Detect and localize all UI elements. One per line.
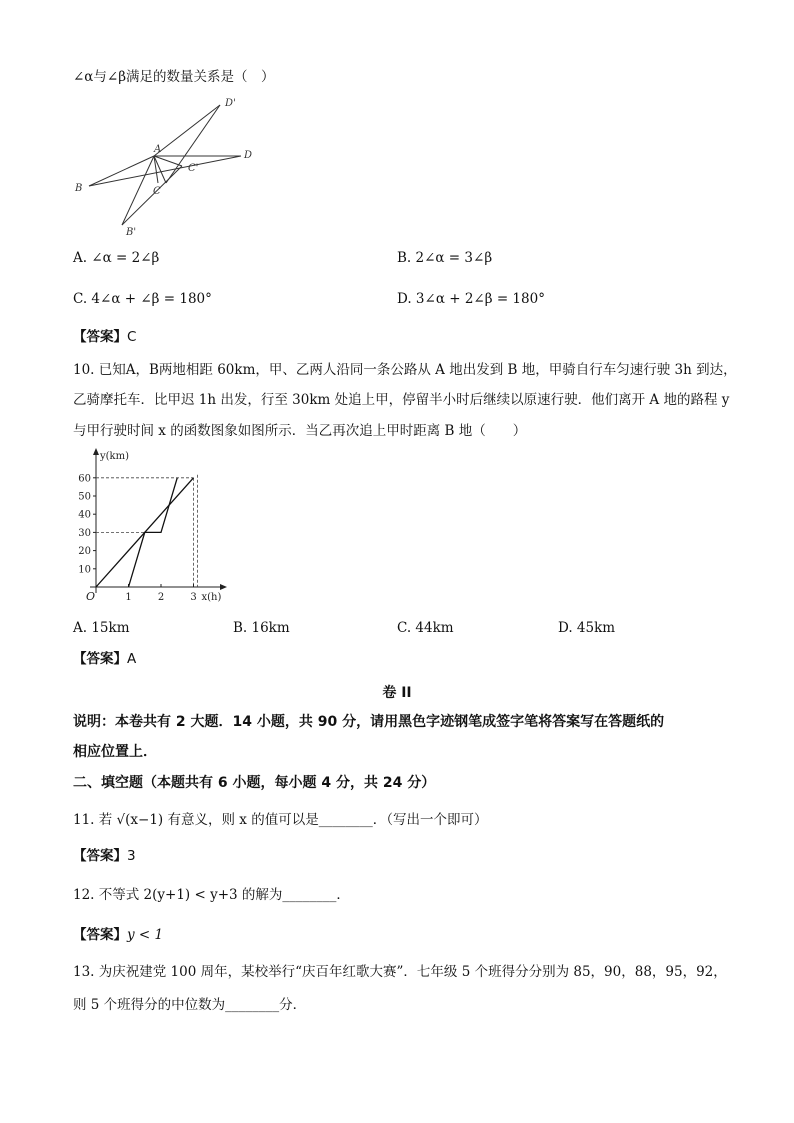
y-axis-arrow xyxy=(93,448,99,455)
q9-option-b: B. 2∠α = 3∠β xyxy=(397,250,493,266)
q12-text: 12. 不等式 2(y+1) < y+3 的解为________． xyxy=(73,887,350,903)
q11-answer xyxy=(73,846,136,866)
answer-value: y < 1 xyxy=(127,927,164,943)
section-note-1: 说明：本卷共有 2 大题．14 小题，共 90 分，请用黑色字迹钢笔成签字笔将答案写在答题纸的 xyxy=(73,714,665,730)
section-note-2: 相应位置上． xyxy=(73,744,157,760)
x-tick-label: 1 xyxy=(125,592,132,603)
section-title: 卷 II xyxy=(382,685,412,701)
answer-tag: 【答案】 xyxy=(73,927,127,943)
y-tick-label: 20 xyxy=(78,546,91,558)
q12-answer xyxy=(73,925,163,945)
q9-option-d: D. 3∠α + 2∠β = 180° xyxy=(397,291,545,307)
q9-answer xyxy=(73,327,136,347)
y-tick-label: 30 xyxy=(78,527,91,539)
q10-line-3: 与甲行驶时间 x 的函数图象如图所示．当乙再次追上甲时距离 B 地（ ） xyxy=(73,423,527,439)
y-tick-label: 10 xyxy=(78,564,91,576)
q10-line-2: 乙骑摩托车．比甲迟 1h 出发，行至 30km 处追上甲，停留半小时后继续以原速行驶．他们离开 A 地的路程 y xyxy=(73,392,730,408)
label-A: A xyxy=(154,144,162,155)
answer-tag: 【答案】 xyxy=(73,329,127,345)
q9-option-c: C. 4∠α + ∠β = 180° xyxy=(73,291,212,307)
q10-option-a: A. 15km xyxy=(73,620,130,636)
answer-value: A xyxy=(127,651,137,667)
x-axis-arrow xyxy=(220,584,227,590)
q9-option-a: A. ∠α = 2∠β xyxy=(73,250,160,266)
answer-tag: 【答案】 xyxy=(73,651,127,667)
x-tick-label: 2 xyxy=(157,592,165,603)
y-axis-label: y(km) xyxy=(100,451,129,462)
label-C1: C' xyxy=(188,163,199,174)
label-B1: B' xyxy=(126,227,137,238)
series-line-2 xyxy=(129,478,178,587)
q11-text: 11. 若 √(x−1) 有意义，则 x 的值可以是________．（写出一个即可） xyxy=(73,812,488,828)
y-tick-label: 40 xyxy=(78,509,91,521)
q13-line-2: 则 5 个班得分的中位数为________分． xyxy=(73,997,307,1013)
x-axis-label: x(h) xyxy=(201,592,222,603)
q10-option-d: D. 45km xyxy=(558,620,616,636)
q10-line-1: 10. 已知A，B两地相距 60km，甲、乙两人沿同一条公路从 A 地出发到 B 地，甲骑自行车匀速行驶 3h 到达， xyxy=(73,362,737,378)
label-D: D xyxy=(244,150,253,161)
x-tick-label: 3 xyxy=(190,592,197,603)
label-B: B xyxy=(75,183,83,194)
answer-value: C xyxy=(127,329,137,345)
q9-geometry-figure xyxy=(70,95,270,240)
q10-function-graph xyxy=(70,447,240,612)
q13-line-1: 13. 为庆祝建党 100 周年，某校举行“庆百年红歌大赛”．七年级 5 个班得分分别为 85，90，88，95，92， xyxy=(73,964,727,980)
q10-option-b: B. 16km xyxy=(233,620,290,636)
answer-value: 3 xyxy=(127,848,136,864)
section-heading: 二、填空题（本题共有 6 小题，每小题 4 分，共 24 分） xyxy=(73,775,436,791)
q10-answer xyxy=(73,649,136,669)
label-D1: D' xyxy=(225,98,236,109)
label-C: C xyxy=(153,186,161,197)
answer-tag: 【答案】 xyxy=(73,848,127,864)
q10-option-c: C. 44km xyxy=(397,620,454,636)
y-tick-label: 60 xyxy=(78,473,91,485)
q9-stem: ∠α与∠β满足的数量关系是（ ） xyxy=(73,69,275,85)
origin-label: O xyxy=(86,590,96,603)
y-tick-label: 50 xyxy=(78,491,91,503)
